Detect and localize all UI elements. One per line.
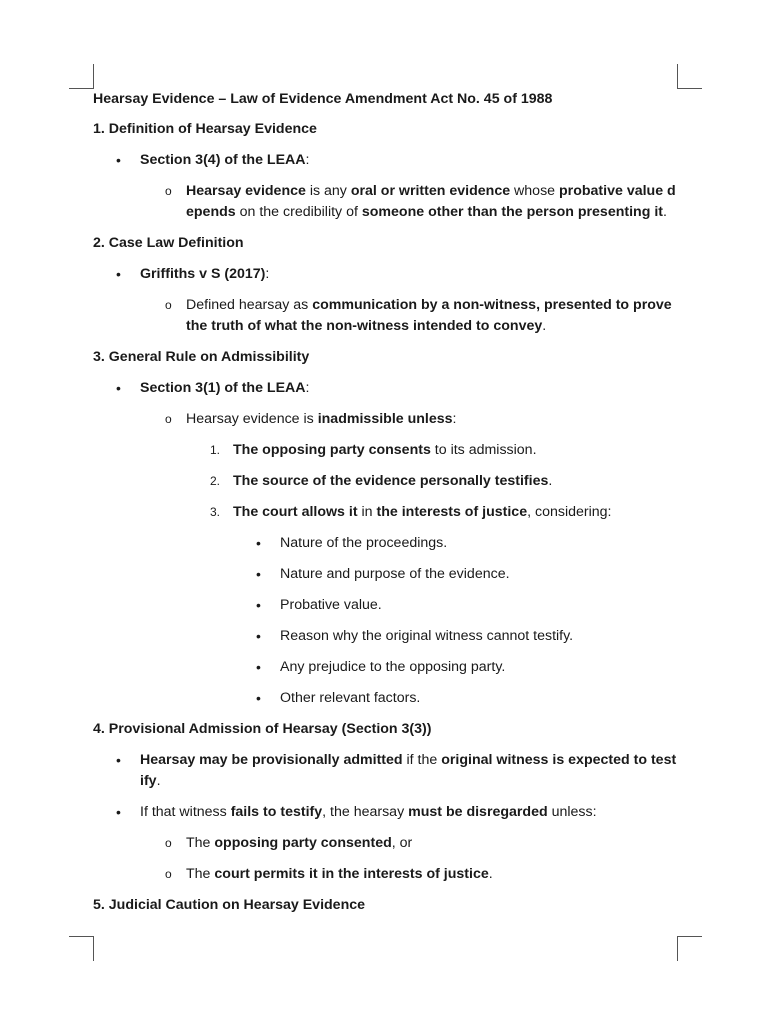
crop-mark-bottom-right: [677, 936, 702, 961]
list-item: o The court permits it in the interests of justice.: [93, 864, 677, 885]
section-4-heading: 4. Provisional Admission of Hearsay (Section 3(3)): [93, 721, 432, 737]
bullet-marker: •: [256, 690, 261, 706]
document-body: [93, 89, 677, 916]
bullet-marker: •: [116, 266, 121, 282]
numbered-item: 2. The source of the evidence personally testifies.: [93, 471, 677, 492]
factor-item: • Nature of the proceedings.: [93, 533, 677, 554]
list-item: o Defined hearsay as communication by a non-witness, presented to prove the truth of what the non-witness intended to convey.: [165, 297, 672, 334]
circle-marker: o: [165, 298, 172, 312]
crop-mark-top-left: [69, 64, 94, 89]
document-title: Hearsay Evidence – Law of Evidence Amendment Act No. 45 of 1988: [93, 91, 553, 107]
numbered-item: 1. The opposing party consents to its admission.: [93, 440, 677, 461]
list-item: • Section 3(4) of the LEAA:: [93, 150, 677, 171]
number-marker: 3.: [210, 505, 221, 519]
list-item: • Hearsay may be provisionally admitted if the original witness is expected to testify.: [116, 752, 677, 789]
bullet-marker: •: [256, 566, 261, 582]
bullet-marker: •: [116, 380, 121, 396]
circle-marker: o: [165, 412, 172, 426]
section-3-heading: 3. General Rule on Admissibility: [93, 349, 310, 365]
numbered-item: 3. The court allows it in the interests of justice, considering:: [93, 502, 677, 523]
section-5-heading: 5. Judicial Caution on Hearsay Evidence: [93, 897, 366, 913]
factor-item: • Nature and purpose of the evidence.: [93, 564, 677, 585]
list-item: o The opposing party consented, or: [93, 833, 677, 854]
factor-item: • Any prejudice to the opposing party.: [93, 657, 677, 678]
number-marker: 1.: [210, 443, 221, 457]
factor-item: • Other relevant factors.: [93, 688, 677, 709]
bullet-marker: •: [116, 804, 121, 820]
list-item: • Section 3(1) of the LEAA:: [93, 378, 677, 399]
list-item: • If that witness fails to testify, the hearsay must be disregarded unless:: [93, 802, 677, 823]
list-item: o Hearsay evidence is inadmissible unless:: [93, 409, 677, 430]
section-1-heading: 1. Definition of Hearsay Evidence: [93, 121, 317, 137]
factor-item: • Probative value.: [93, 595, 677, 616]
list-item: • Griffiths v S (2017):: [93, 264, 677, 285]
bullet-marker: •: [256, 597, 261, 613]
factor-item: • Reason why the original witness cannot testify.: [93, 626, 677, 647]
crop-mark-top-right: [677, 64, 702, 89]
bullet-marker: •: [116, 152, 121, 168]
list-item: o Hearsay evidence is any oral or written evidence whose probative value depends on the credibility of someone other than the person presenting it.: [165, 183, 676, 220]
circle-marker: o: [165, 184, 172, 198]
circle-marker: o: [165, 836, 172, 850]
bullet-marker: •: [256, 535, 261, 551]
bullet-marker: •: [256, 659, 261, 675]
number-marker: 2.: [210, 474, 221, 488]
circle-marker: o: [165, 867, 172, 881]
section-2-heading: 2. Case Law Definition: [93, 235, 244, 251]
bullet-marker: •: [256, 628, 261, 644]
bullet-marker: •: [116, 752, 121, 768]
crop-mark-bottom-left: [69, 936, 94, 961]
